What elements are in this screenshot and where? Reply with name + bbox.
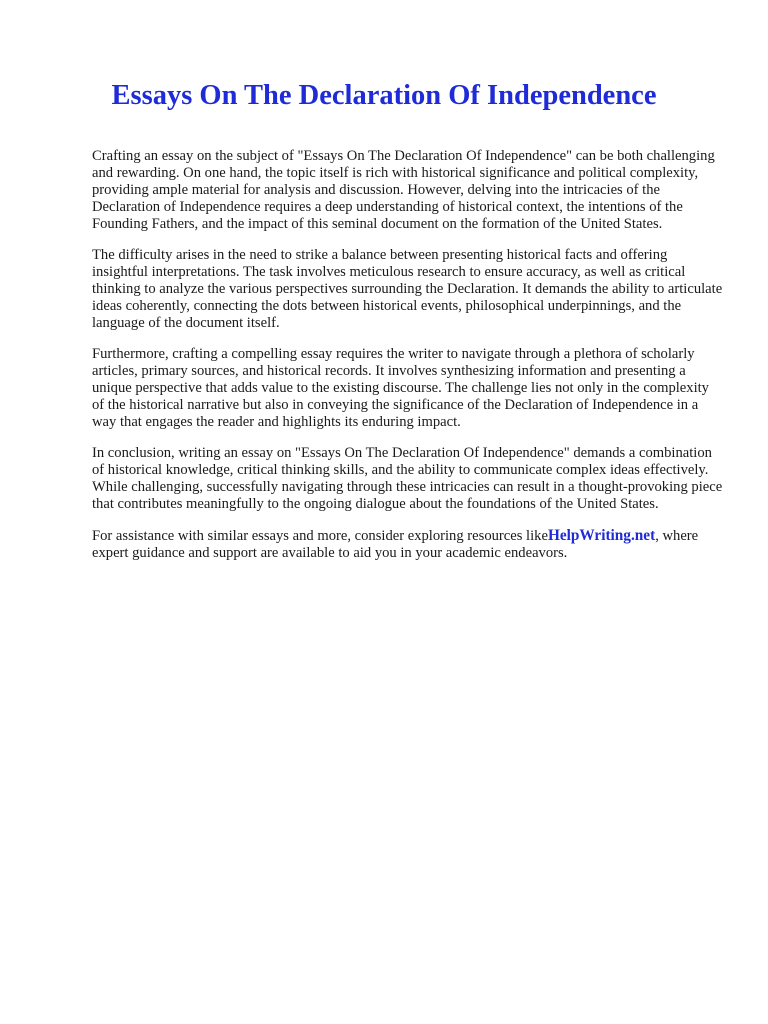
paragraph-intro: Crafting an essay on the subject of "Essays On The Declaration Of Independence" can be both challenging and rewarding. On one hand, the topic itself is rich with historical significance and political complexity, providing ample material for analysis and discussion. However, delving into the intricacies of the Declaration of Independence requires a deep understanding of historical context, the intentions of the Founding Fathers, and the impact of this seminal document on the formation of the United States. (92, 148, 715, 232)
document-body (92, 148, 724, 576)
closing-text-before-link: For assistance with similar essays and more, consider exploring resources like (92, 528, 548, 544)
paragraph-difficulty: The difficulty arises in the need to strike a balance between presenting historical facts and offering insightful interpretations. The task involves meticulous research to ensure accuracy, as well as critical thinking to analyze the various perspectives surrounding the Declaration. It demands the ability to articulate ideas coherently, connecting the dots between historical events, philosophical underpinnings, and the language of the document itself. (92, 247, 723, 331)
paragraph-conclusion: In conclusion, writing an essay on "Essays On The Declaration Of Independence" demands a combination of historical knowledge, critical thinking skills, and the ability to communicate complex ideas effectively. While challenging, successfully navigating through these intricacies can result in a thought-provoking piece that contributes meaningfully to the ongoing dialogue about the foundations of the United States. (92, 445, 723, 512)
paragraph-closing (92, 527, 724, 562)
helpwriting-link[interactable]: HelpWriting.net (547, 527, 656, 544)
document-title: Essays On The Declaration Of Independence (111, 80, 657, 111)
closing-text-after-link: , where expert guidance and support are available to aid you in your academic endeavors. (92, 528, 699, 561)
paragraph-research: Furthermore, crafting a compelling essay requires the writer to navigate through a plethora of scholarly articles, primary sources, and historical records. It involves synthesizing information and presenting a unique perspective that adds value to the existing discourse. The challenge lies not only in the complexity of the historical narrative but also in conveying the significance of the Declaration of Independence in a way that engages the reader and highlights its enduring impact. (92, 346, 709, 430)
